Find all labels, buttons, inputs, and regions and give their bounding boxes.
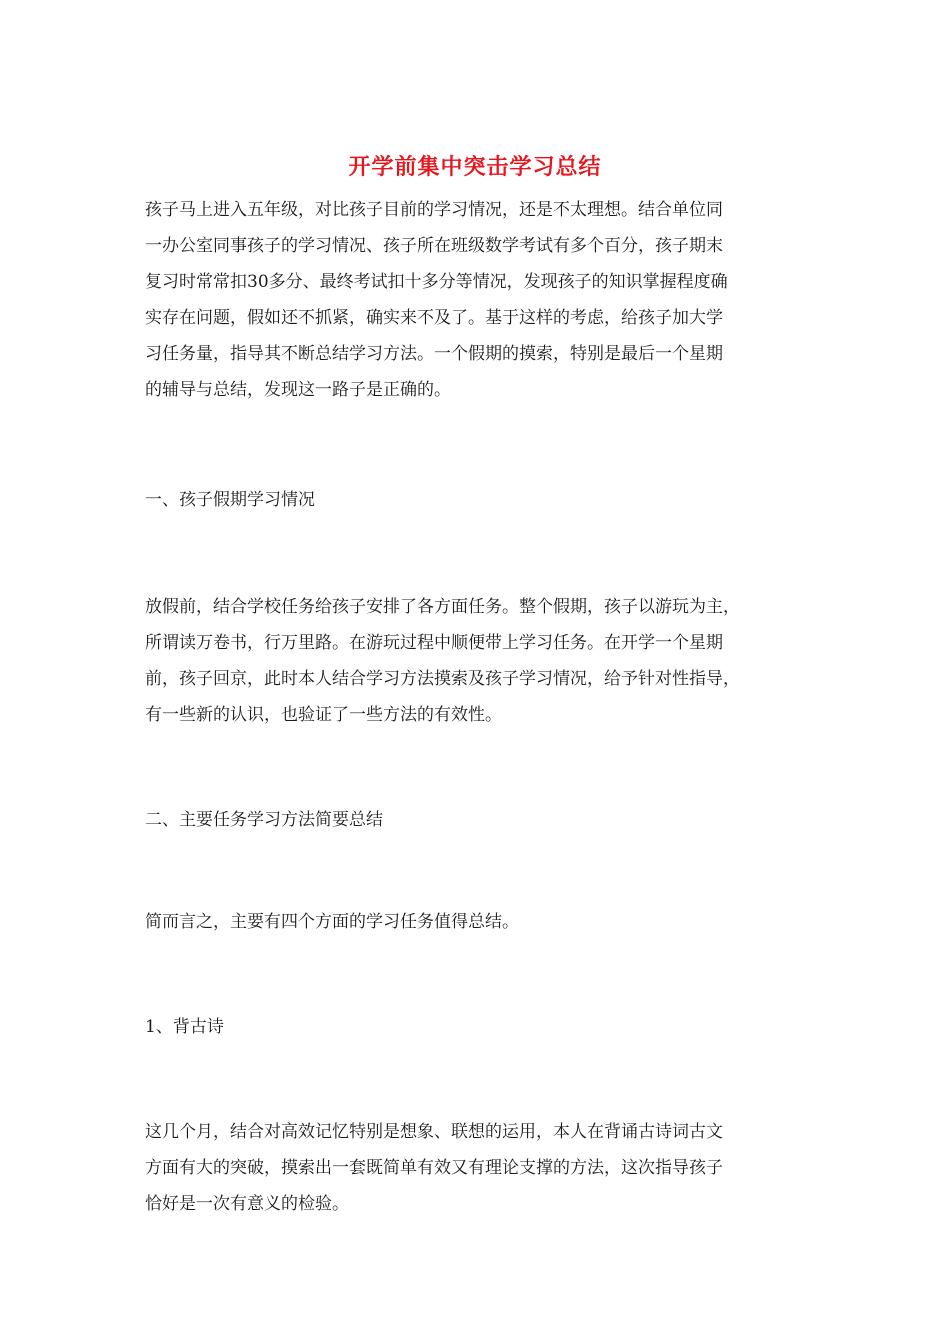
intro-line-1: 孩子马上进入五年级，对比孩子目前的学习情况，还是不太理想。结合单位同	[145, 200, 723, 220]
item1-line-2: 方面有大的突破，摸索出一套既简单有效又有理论支撑的方法，这次指导孩子	[145, 1158, 723, 1178]
section2-heading: 二、主要任务学习方法简要总结	[145, 810, 383, 830]
item1-line-1: 这几个月，结合对高效记忆特别是想象、联想的运用，本人在背诵古诗词古文	[145, 1122, 723, 1142]
intro-line-5: 习任务量，指导其不断总结学习方法。一个假期的摸索，特别是最后一个星期	[145, 344, 723, 364]
item1-heading: 1、背古诗	[145, 1017, 224, 1037]
section1-line-2: 所谓读万卷书，行万里路。在游玩过程中顺便带上学习任务。在开学一个星期	[145, 633, 723, 653]
section1-line-1: 放假前，结合学校任务给孩子安排了各方面任务。整个假期，孩子以游玩为主，	[145, 597, 740, 617]
section2-intro: 简而言之，主要有四个方面的学习任务值得总结。	[145, 912, 519, 932]
intro-line-3: 复习时常常扣30多分、最终考试扣十多分等情况，发现孩子的知识掌握程度确	[145, 272, 728, 292]
intro-line-4: 实存在问题，假如还不抓紧，确实来不及了。基于这样的考虑，给孩子加大学	[145, 308, 723, 328]
intro-line-6: 的辅导与总结，发现这一路子是正确的。	[145, 380, 451, 400]
item1-line-3: 恰好是一次有意义的检验。	[145, 1194, 349, 1214]
document-title: 开学前集中突击学习总结	[348, 154, 602, 180]
section1-heading: 一、孩子假期学习情况	[145, 490, 315, 510]
section1-line-4: 有一些新的认识，也验证了一些方法的有效性。	[145, 705, 502, 725]
intro-line-2: 一办公室同事孩子的学习情况、孩子所在班级数学考试有多个百分，孩子期末	[145, 236, 723, 256]
section1-line-3: 前，孩子回京，此时本人结合学习方法摸索及孩子学习情况，给予针对性指导，	[145, 669, 740, 689]
